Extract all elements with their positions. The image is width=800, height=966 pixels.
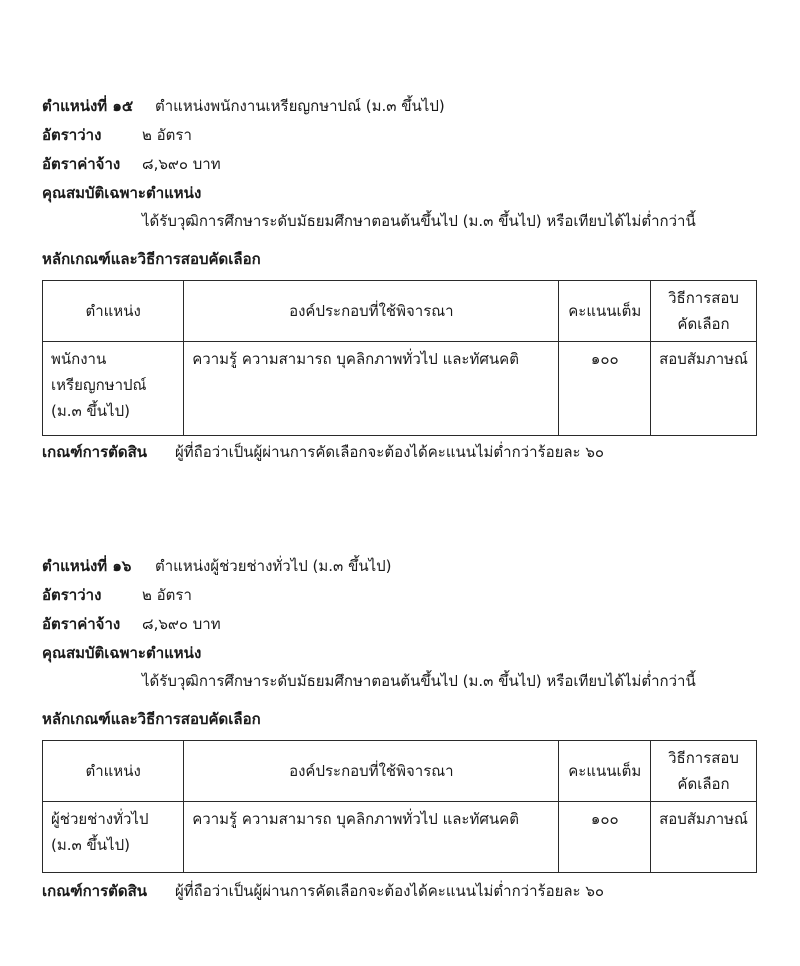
header-method-line1: วิธีการสอบ (668, 289, 739, 307)
cell-components: ความรู้ ความสามารถ บุคลิกภาพทั่วไป และทัศนคติ (184, 342, 559, 436)
qualification-label: คุณสมบัติเฉพาะตำแหน่ง (42, 644, 202, 662)
wage-value: ๘,๖๙๐ บาท (142, 615, 221, 633)
selection-table (42, 740, 757, 873)
cell-position (43, 802, 184, 873)
position-line: พนักงาน (51, 350, 107, 368)
header-position: ตำแหน่ง (43, 281, 184, 342)
cell-full-score: ๑๐๐ (559, 802, 651, 873)
position-number: ตำแหน่งที่ ๑๖ (42, 557, 132, 575)
header-method-line2: คัดเลือก (677, 315, 730, 333)
position-line: เหรียญกษาปณ์ (51, 376, 147, 394)
qualification-row (0, 670, 800, 692)
cell-method: สอบสัมภาษณ์ (651, 342, 757, 436)
header-components: องค์ประกอบที่ใช้พิจารณา (184, 281, 559, 342)
header-method-line2: คัดเลือก (677, 775, 730, 793)
cell-full-score: ๑๐๐ (559, 342, 651, 436)
qualification-text: ได้รับวุฒิการศึกษาระดับมัธยมศึกษาตอนต้นขึ้นไป (ม.๓ ขึ้นไป) หรือเทียบได้ไม่ต่ำกว่านี้ (142, 672, 696, 690)
vacancy-value: ๒ อัตรา (142, 126, 192, 144)
position-heading (0, 95, 800, 117)
qualification-heading-row (0, 642, 800, 664)
decision-row (0, 441, 800, 463)
vacancy-label: อัตราว่าง (42, 586, 102, 604)
position-line: (ม.๓ ขึ้นไป) (51, 402, 130, 420)
wage-row (0, 153, 800, 175)
criteria-heading: หลักเกณฑ์และวิธีการสอบคัดเลือก (42, 250, 261, 268)
decision-text: ผู้ที่ถือว่าเป็นผู้ผ่านการคัดเลือกจะต้องได้คะแนนไม่ต่ำกว่าร้อยละ ๖๐ (175, 882, 605, 900)
header-method (651, 741, 757, 802)
qualification-heading-row (0, 182, 800, 204)
table-header-row (43, 281, 757, 342)
wage-row (0, 613, 800, 635)
position-title: ตำแหน่งพนักงานเหรียญกษาปณ์ (ม.๓ ขึ้นไป) (155, 97, 445, 115)
decision-text: ผู้ที่ถือว่าเป็นผู้ผ่านการคัดเลือกจะต้องได้คะแนนไม่ต่ำกว่าร้อยละ ๖๐ (175, 443, 605, 461)
position-heading (0, 555, 800, 577)
header-method (651, 281, 757, 342)
decision-label: เกณฑ์การตัดสิน (42, 882, 148, 900)
table-row (43, 802, 757, 873)
qualification-text: ได้รับวุฒิการศึกษาระดับมัธยมศึกษาตอนต้นขึ้นไป (ม.๓ ขึ้นไป) หรือเทียบได้ไม่ต่ำกว่านี้ (142, 212, 696, 230)
decision-row (0, 880, 800, 902)
vacancy-value: ๒ อัตรา (142, 586, 192, 604)
position-line: (ม.๓ ขึ้นไป) (51, 836, 130, 854)
table-header-row (43, 741, 757, 802)
qualification-row (0, 210, 800, 232)
header-full-score: คะแนนเต็ม (559, 281, 651, 342)
selection-table (42, 280, 757, 436)
decision-label: เกณฑ์การตัดสิน (42, 443, 148, 461)
wage-label: อัตราค่าจ้าง (42, 615, 121, 633)
position-number: ตำแหน่งที่ ๑๕ (42, 97, 134, 115)
position-line: ผู้ช่วยช่างทั่วไป (51, 810, 149, 828)
vacancy-row (0, 584, 800, 606)
criteria-heading-row (0, 708, 800, 730)
table-row (43, 342, 757, 436)
qualification-label: คุณสมบัติเฉพาะตำแหน่ง (42, 184, 202, 202)
header-method-line1: วิธีการสอบ (668, 749, 739, 767)
criteria-heading-row (0, 248, 800, 270)
header-components: องค์ประกอบที่ใช้พิจารณา (184, 741, 559, 802)
header-full-score: คะแนนเต็ม (559, 741, 651, 802)
cell-position (43, 342, 184, 436)
vacancy-label: อัตราว่าง (42, 126, 102, 144)
vacancy-row (0, 124, 800, 146)
position-title: ตำแหน่งผู้ช่วยช่างทั่วไป (ม.๓ ขึ้นไป) (155, 557, 392, 575)
header-position: ตำแหน่ง (43, 741, 184, 802)
cell-components: ความรู้ ความสามารถ บุคลิกภาพทั่วไป และทัศนคติ (184, 802, 559, 873)
cell-method: สอบสัมภาษณ์ (651, 802, 757, 873)
criteria-heading: หลักเกณฑ์และวิธีการสอบคัดเลือก (42, 710, 261, 728)
wage-label: อัตราค่าจ้าง (42, 155, 121, 173)
wage-value: ๘,๖๙๐ บาท (142, 155, 221, 173)
